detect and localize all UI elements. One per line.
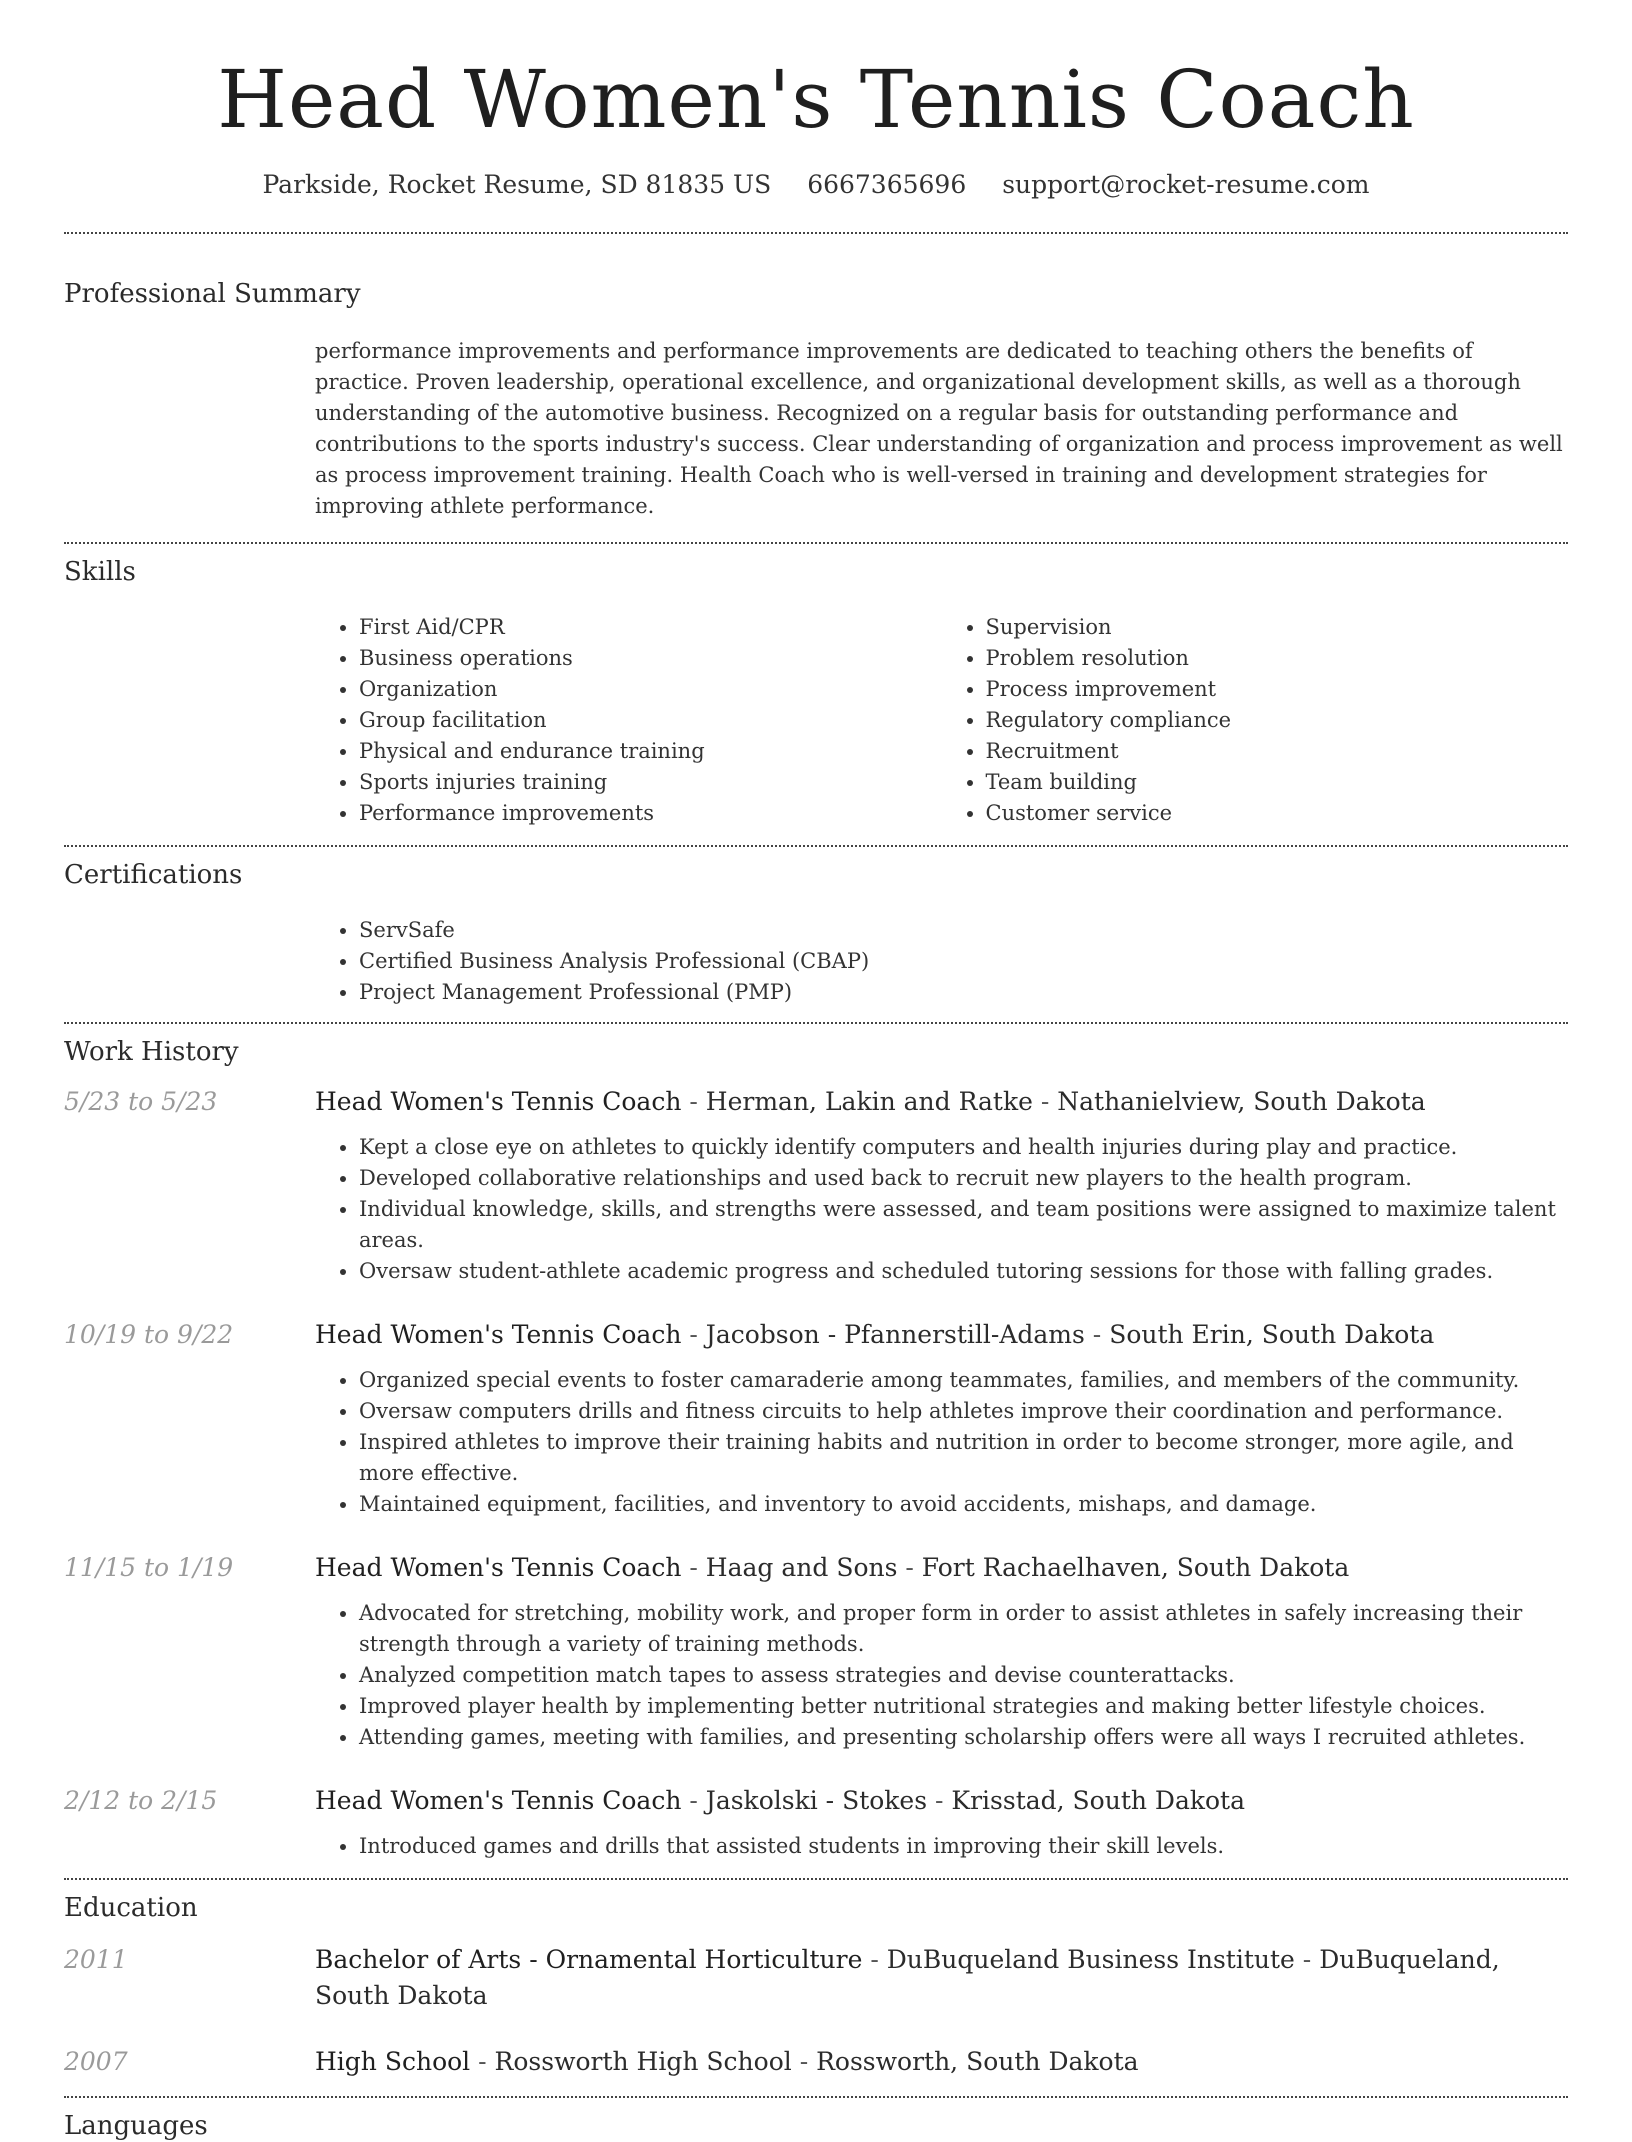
job-title-line <box>315 1550 1349 1586</box>
section-title-skills: Skills <box>64 557 136 587</box>
certification-item: • ServSafe <box>359 915 1568 946</box>
job-role: Head Women's Tennis Coach <box>315 1786 682 1815</box>
job-dates: 2/12 to 2/15 <box>64 1786 218 1815</box>
job-duties-list <box>315 1831 1568 1862</box>
certifications-list <box>315 915 1568 1008</box>
job-title-line <box>315 1317 1434 1353</box>
section-title-languages: Languages <box>64 2111 208 2141</box>
certification-item: • Certified Business Analysis Professional (CBAP) <box>359 946 1568 977</box>
job-duty-item: • Introduced games and drills that assisted students in improving their skill levels. <box>359 1831 1568 1862</box>
education-line <box>315 1942 1568 2014</box>
job-company: Jaskolski - Stokes <box>705 1786 928 1815</box>
job-location: Fort Rachaelhaven, South Dakota <box>921 1553 1350 1582</box>
contact-address: Parkside, Rocket Resume, SD 81835 US <box>262 170 772 199</box>
separator: - <box>681 1553 706 1582</box>
skills-list-right <box>942 612 1569 829</box>
job-duty-item: • Analyzed competition match tapes to assess strategies and devise counterattacks. <box>359 1660 1568 1691</box>
skill-item: • Team building <box>986 767 1569 798</box>
section-divider <box>64 2096 1568 2098</box>
section-divider <box>64 232 1568 234</box>
education-year: 2011 <box>64 1945 128 1974</box>
section-title-work-history: Work History <box>64 1037 239 1067</box>
section-divider <box>64 845 1568 847</box>
job-role: Head Women's Tennis Coach <box>315 1553 682 1582</box>
education-degree: High School <box>315 2047 471 2076</box>
contact-phone: 6667365696 <box>807 170 967 199</box>
skill-item: • Performance improvements <box>359 798 942 829</box>
job-duty-item: • Attending games, meeting with families, and presenting scholarship offers were all ways I recruited athletes. <box>359 1722 1568 1753</box>
education-degree: Bachelor of Arts - Ornamental Horticulture <box>315 1945 863 1974</box>
job-duty-item: • Kept a close eye on athletes to quickly identify computers and health injuries during play and practice. <box>359 1132 1568 1163</box>
separator: - <box>681 1786 706 1815</box>
contact-line <box>64 170 1568 199</box>
job-header <box>64 1783 1568 1819</box>
education-school: DuBuqueland Business Institute <box>886 1945 1295 1974</box>
resume-page <box>64 0 1568 2142</box>
job-role: Head Women's Tennis Coach <box>315 1320 682 1349</box>
separator: - <box>897 1553 922 1582</box>
education-year: 2007 <box>64 2047 128 2076</box>
skill-item: • Customer service <box>986 798 1569 829</box>
job-duties <box>315 1365 1568 1520</box>
job-entry <box>64 1084 1568 1287</box>
skill-item: • First Aid/CPR <box>359 612 942 643</box>
section-divider <box>64 1022 1568 1024</box>
job-duty-item: • Maintained equipment, facilities, and inventory to avoid accidents, mishaps, and damage. <box>359 1489 1568 1520</box>
education-school: Rossworth High School <box>494 2047 792 2076</box>
job-header <box>64 1084 1568 1120</box>
job-header <box>64 1550 1568 1586</box>
education-location: DuBuqueland, South Dakota <box>315 1945 1500 2010</box>
skills-block <box>315 612 1568 829</box>
job-company: Jacobson - Pfannerstill-Adams <box>705 1320 1085 1349</box>
separator: - <box>470 2047 495 2076</box>
skill-item: • Regulatory compliance <box>986 705 1569 736</box>
skills-list-left <box>315 612 942 829</box>
job-duty-item: • Developed collaborative relationships and used back to recruit new players to the health program. <box>359 1163 1568 1194</box>
job-dates: 5/23 to 5/23 <box>64 1087 218 1116</box>
skill-item: • Supervision <box>986 612 1569 643</box>
certification-item: • Project Management Professional (PMP) <box>359 977 1568 1008</box>
section-divider <box>64 1878 1568 1880</box>
work-history-list <box>64 1084 1568 1862</box>
separator: - <box>927 1786 952 1815</box>
job-duty-item: • Oversaw student-athlete academic progress and scheduled tutoring sessions for those with falling grades. <box>359 1256 1568 1287</box>
job-duty-item: • Advocated for stretching, mobility work, and proper form in order to assist athletes in safely increasing their strength through a variety of training methods. <box>359 1598 1568 1660</box>
skill-item: • Recruitment <box>986 736 1569 767</box>
section-title-certifications: Certifications <box>64 860 243 890</box>
skill-item: • Physical and endurance training <box>359 736 942 767</box>
education-line <box>315 2044 1139 2080</box>
skill-item: • Business operations <box>359 643 942 674</box>
separator: - <box>862 1945 887 1974</box>
skill-item: • Organization <box>359 674 942 705</box>
job-title-line <box>315 1783 1245 1819</box>
job-dates: 10/19 to 9/22 <box>64 1320 234 1349</box>
separator: - <box>1084 1320 1110 1349</box>
education-list <box>64 1942 1568 2080</box>
job-title-line <box>315 1084 1426 1120</box>
job-location: Krisstad, South Dakota <box>951 1786 1246 1815</box>
candidate-name: Head Women's Tennis Coach <box>217 53 1415 146</box>
separator: - <box>681 1087 706 1116</box>
job-entry <box>64 1550 1568 1753</box>
job-duties-list <box>315 1365 1568 1520</box>
job-duties-list <box>315 1132 1568 1287</box>
education-entry <box>64 1942 1568 2014</box>
separator: - <box>791 2047 817 2076</box>
skill-item: • Sports injuries training <box>359 767 942 798</box>
skill-item: • Group facilitation <box>359 705 942 736</box>
job-duty-item: • Individual knowledge, skills, and strengths were assessed, and team positions were assigned to maximize talent areas. <box>359 1194 1568 1256</box>
job-role: Head Women's Tennis Coach <box>315 1087 682 1116</box>
job-duty-item: • Oversaw computers drills and fitness circuits to help athletes improve their coordination and performance. <box>359 1396 1568 1427</box>
job-duty-item: • Organized special events to foster camaraderie among teammates, families, and members of the community. <box>359 1365 1568 1396</box>
job-duties <box>315 1132 1568 1287</box>
job-entry <box>64 1317 1568 1520</box>
job-company: Haag and Sons <box>705 1553 898 1582</box>
job-location: Nathanielview, South Dakota <box>1057 1087 1426 1116</box>
summary-block <box>315 336 1568 522</box>
contact-email: support@rocket-resume.com <box>1002 170 1370 199</box>
section-divider <box>64 542 1568 544</box>
job-entry <box>64 1783 1568 1862</box>
job-duty-item: • Inspired athletes to improve their training habits and nutrition in order to become stronger, more agile, and more effective. <box>359 1427 1568 1489</box>
separator: - <box>1294 1945 1320 1974</box>
job-duties <box>315 1831 1568 1862</box>
job-dates: 11/15 to 1/19 <box>64 1553 234 1582</box>
education-location: Rossworth, South Dakota <box>816 2047 1139 2076</box>
job-location: South Erin, South Dakota <box>1109 1320 1435 1349</box>
certifications-block <box>315 915 1568 1008</box>
job-duties <box>315 1598 1568 1753</box>
skill-item: • Problem resolution <box>986 643 1569 674</box>
separator: - <box>681 1320 706 1349</box>
skill-item: • Process improvement <box>986 674 1569 705</box>
education-entry <box>64 2044 1568 2080</box>
separator: - <box>1032 1087 1058 1116</box>
section-title-summary: Professional Summary <box>64 279 361 309</box>
summary-text: performance improvements and performance improvements are dedicated to teaching others the benefits of practice. Proven leadership, operational excellence, and organizational development skills, as well as a thorough understanding of the automotive business. Recognized on a regular basis for outstanding performance and contributions to the sports industry's success. Clear understanding of organization and process improvement as well as process improvement training. Health Coach who is well-versed in training and development strategies for improving athlete performance. <box>315 339 1563 518</box>
job-company: Herman, Lakin and Ratke <box>705 1087 1033 1116</box>
section-title-education: Education <box>64 1893 198 1923</box>
job-duties-list <box>315 1598 1568 1753</box>
job-duty-item: • Improved player health by implementing better nutritional strategies and making better lifestyle choices. <box>359 1691 1568 1722</box>
job-header <box>64 1317 1568 1353</box>
